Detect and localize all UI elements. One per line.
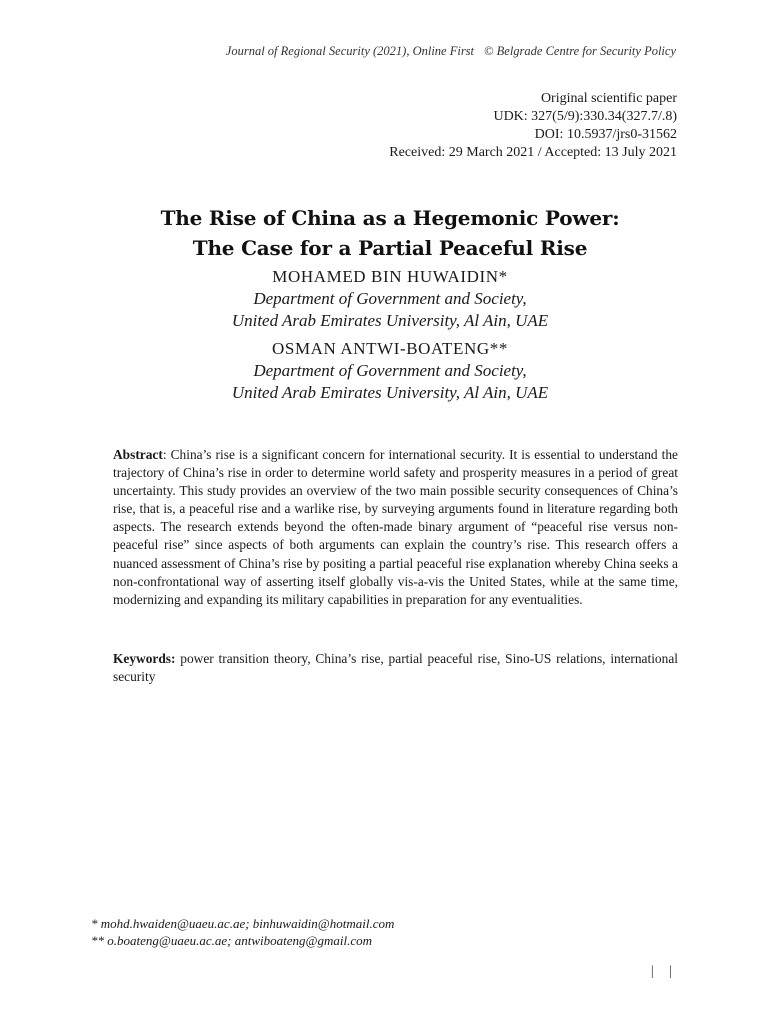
footnote-2: ** o.boateng@uaeu.ac.ae; antwiboateng@gmail.com [91,932,372,948]
doi: DOI: 10.5937/jrs0-31562 [534,127,677,142]
received-accepted-dates: Received: 29 March 2021 / Accepted: 13 July 2021 [389,145,677,160]
footnotes [91,916,394,949]
title-line-1: The Rise of China as a Hegemonic Power: [160,206,620,230]
udk-code: UDK: 327(5/9):330.34(327.7/.8) [493,109,677,124]
paper-metadata [389,90,677,162]
author-name: MOHAMED BIN HUWAIDIN* [272,267,508,286]
abstract [113,446,678,609]
keywords-text: power transition theory, China’s rise, partial peaceful rise, Sino-US relations, international security [113,651,678,685]
author-affiliation: United Arab Emirates University, Al Ain, UAE [231,383,549,402]
authors [0,266,768,404]
keywords [113,650,678,686]
author-name: OSMAN ANTWI-BOATENG** [272,339,508,358]
author-affiliation: Department of Government and Society, [253,361,527,380]
author-affiliation: United Arab Emirates University, Al Ain, UAE [231,311,549,330]
paper-title [0,203,768,263]
abstract-text: : China’s rise is a significant concern for international security. It is essential to understand the trajectory of China’s rise in order to determine world safety and prosperity measures in a period of great uncertainty. This study provides an overview of the two main possible security consequences of China’s rise, that is, a peaceful rise and a warlike rise, by surveying arguments found in literature regarding both aspects. The research extends beyond the often-made binary argument of “peaceful rise versus non-peaceful rise” since aspects of both arguments can explain the country’s rise. This research offers a nuanced assessment of China’s rise by positing a partial peaceful rise explanation whereby China seeks a non-confrontational way of asserting itself globally vis-a-vis the United States, while at the same time, modernizing and expanding its military capabilities in preparation for any eventualities. [113,447,678,607]
copyright-notice: © Belgrade Centre for Security Policy [484,44,676,58]
journal-name: Journal of Regional Security (2021), Online First [225,44,475,58]
abstract-label: Abstract [113,447,163,462]
page-number-mark: | | [650,964,678,979]
author-affiliation: Department of Government and Society, [253,289,527,308]
author-2 [0,338,768,404]
running-head [226,44,676,59]
author-1 [0,266,768,332]
footnote-1: * mohd.hwaiden@uaeu.ac.ae; binhuwaidin@hotmail.com [91,916,395,931]
title-line-2: The Case for a Partial Peaceful Rise [192,236,588,260]
paper-type: Original scientific paper [540,91,677,106]
keywords-label: Keywords: [113,651,176,666]
